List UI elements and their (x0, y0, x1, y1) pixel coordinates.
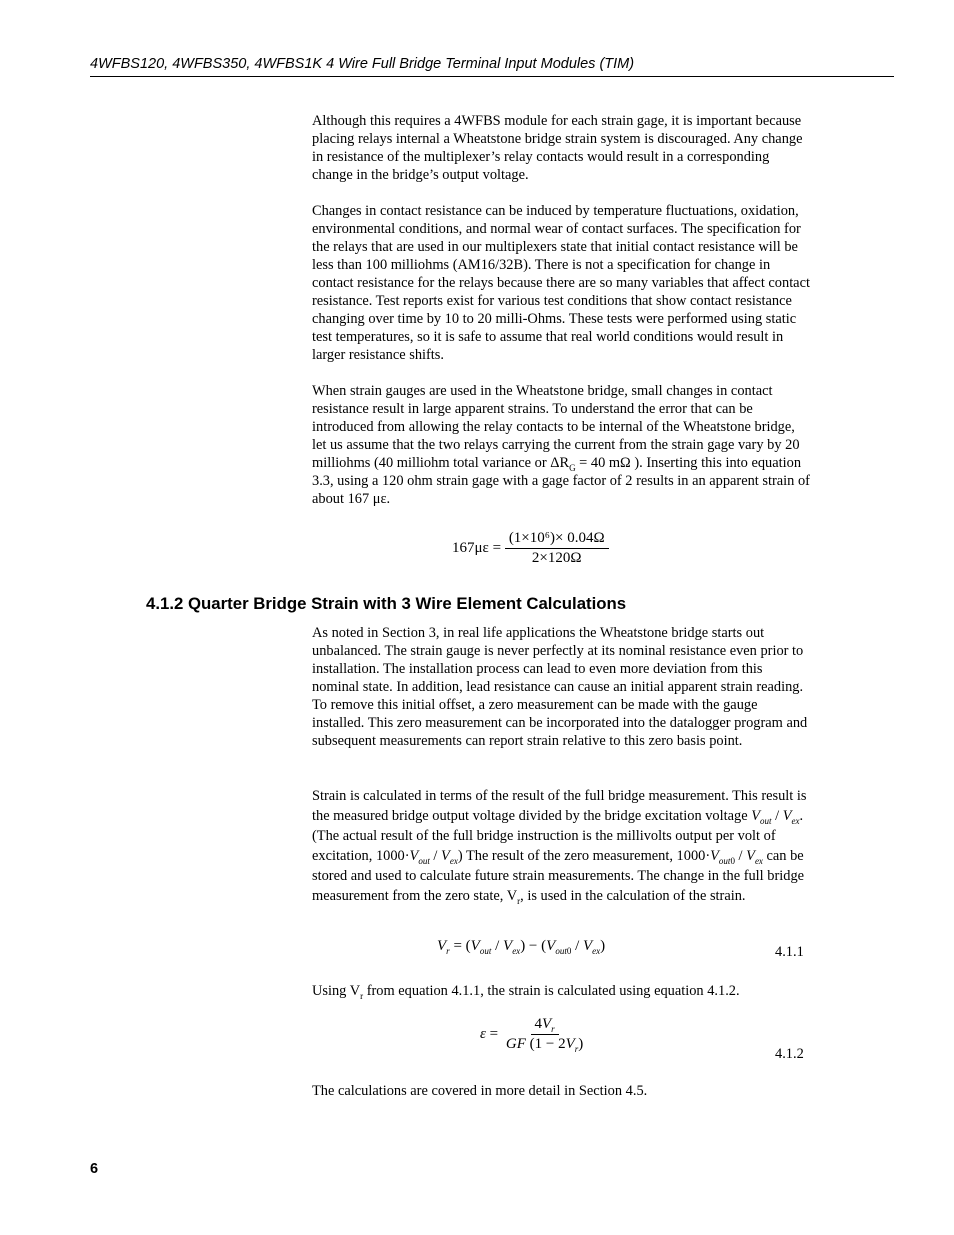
paragraph-strain-calculation: Strain is calculated in terms of the result of the full bridge measurement. This result is the measured bridge output voltage divided by the bridge excitation voltage $V_{out} / V_{ex}$. (The actual result of the full bridge instruction is the millivolts output per volt of excitation, $1000\cdot V_{out} / V_{ex}$) The result of the zero measurement, $1000\cdot V_{out0} / V_{ex}$ can be stored and used to calculate future strain measurements. The change in the full bridge measurement from the zero state, $V_r$, is used in the calculation of the strain. (312, 788, 807, 906)
equation-4-1-2-numerator: $4V_r$ (531, 1016, 559, 1035)
paragraph-relay-placement: Although this requires a 4WFBS module for each strain gage, it is important because placing relays internal a Wheatstone bridge strain system is discouraged. Any change in resistance of the multiplexer’s relay contacts would result in a corresponding change in the bridge’s output voltage. (312, 113, 803, 183)
paragraph-apparent-strain: When strain gauges are used in the Wheatstone bridge, small changes in contact resistance result in large apparent strains. To understand the error that can be introduced from allowing the relay contacts to be internal of the Wheatstone bridge, let us assume that the two relays carrying the current from the strain gage vary by 20 milliohms (40 milliohm total variance or $\Delta R_G = 40$ mΩ ). Inserting this into equation 3.3, using a 120 ohm strain gage with a gage factor of 2 results in an apparent strain of about 167 με. (312, 383, 810, 507)
running-header: 4WFBS120, 4WFBS350, 4WFBS1K 4 Wire Full Bridge Terminal Input Modules (TIM) (90, 56, 894, 77)
equation-4-1-2: ε = $\frac{4V_r}{GF (1 - 2V_r)}$ (480, 1016, 587, 1053)
equation-number-4-1-2: 4.1.2 (775, 1046, 804, 1062)
paragraph-contact-resistance: Changes in contact resistance can be induced by temperature fluctuations, oxidation, environmental conditions, and normal wear of contact surfaces. The specification for the relays that are used in our multiplexers state that initial contact resistance will be less than 100 milliohms (AM16/32B). There is not a specification for change in contact resistance for the relays because there are so many variables that affect contact resistance. Test reports exist for various test conditions that show contact resistance changing over time by 10 to 20 milli-Ohms. These tests were performed using static test temperatures, so it is safe to assume that real world conditions would result in larger resistance shifts. (312, 203, 810, 363)
paragraph-using-vr: Using $V_r$ from equation 4.1.1, the strain is calculated using equation 4.1.2. (312, 983, 740, 1001)
equation-fraction (505, 530, 609, 567)
equation-apparent-strain (452, 530, 609, 567)
paragraph-zero-measurement: As noted in Section 3, in real life applications the Wheatstone bridge starts out unbalanced. The strain gauge is never perfectly at its nominal resistance even prior to installation. The installation process can lead to even more deviation from this nominal state. In addition, lead resistance can cause an initial apparent strain reading. To remove this initial offset, a zero measurement can be made with the gauge installed. This zero measurement can be incorporated into the datalogger program and subsequent measurements can report strain relative to this zero basis point. (312, 625, 808, 749)
paragraph-section-reference: The calculations are covered in more detail in Section 4.5. (312, 1083, 648, 1099)
inline-math-vout-vex: $V_{out} / V_{ex}$ (751, 808, 800, 826)
equation-number-4-1-1: 4.1.1 (775, 944, 804, 960)
equation-4-1-2-fraction (502, 1016, 587, 1053)
page-number: 6 (90, 1161, 99, 1177)
equation-lhs: 167με = (452, 539, 502, 556)
equation-denominator: 2×120Ω (531, 550, 582, 566)
section-heading: 4.1.2 Quarter Bridge Strain with 3 Wire Element Calculations (146, 594, 627, 613)
equation-4-1-1: $V_r = (V_{out} / V_{ex}) - (V_{out0} / V_{ex})$ (437, 938, 606, 956)
equation-numerator: (1×10⁶)× 0.04Ω (505, 530, 609, 549)
inline-math-1000-vout0-vex: $1000\cdot V_{out0} / V_{ex}$ (676, 848, 763, 866)
equation-4-1-2-denominator: GF $(1 - 2V_r)$ (505, 1036, 584, 1054)
inline-math-1000-vout-vex: $1000\cdot V_{out} / V_{ex}$) (375, 848, 463, 866)
